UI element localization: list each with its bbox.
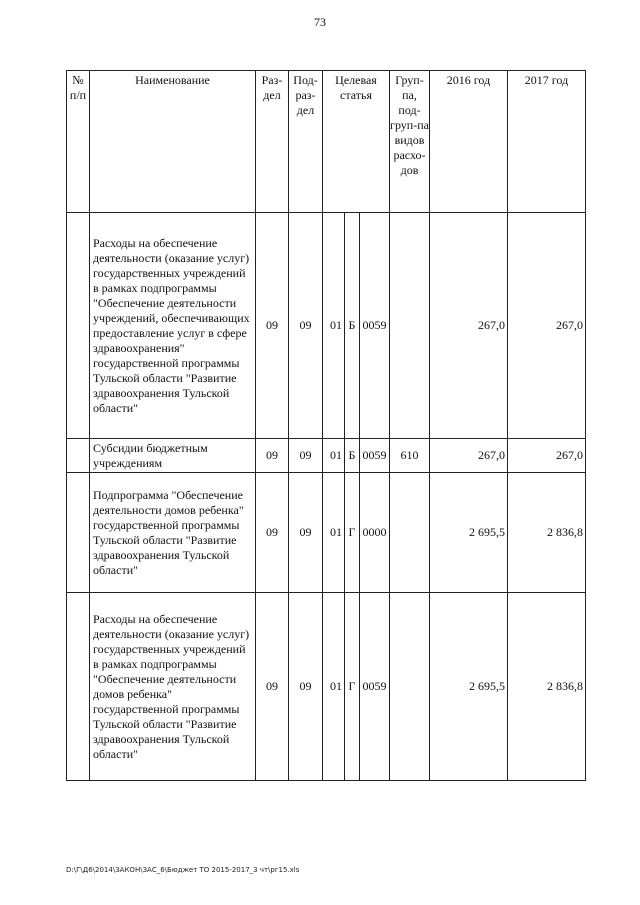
cell-2016: 2 695,5 (430, 473, 508, 593)
cell-target-subprogram: Г (345, 473, 360, 593)
cell-2017: 2 836,8 (508, 473, 586, 593)
cell-num (67, 593, 90, 781)
cell-2017: 267,0 (508, 439, 586, 473)
cell-2016: 2 695,5 (430, 593, 508, 781)
cell-num (67, 439, 90, 473)
cell-subsection: 09 (289, 473, 323, 593)
table-row (67, 213, 586, 439)
cell-target-direction: 0000 (360, 473, 390, 593)
cell-subsection: 09 (289, 213, 323, 439)
cell-name: Субсидии бюджетным учреждениям (90, 439, 256, 473)
cell-name: Расходы на обеспечение деятельности (оказание услуг) государственных учреждений в рамках подпрограммы "Обеспечение деятельности домов ребенка" государственной программы Тульской области "Развитие здравоохранения Тульской области" (90, 593, 256, 781)
cell-2017: 2 836,8 (508, 593, 586, 781)
header-row (67, 71, 586, 213)
header-num: № п/п (67, 71, 90, 213)
cell-2017: 267,0 (508, 213, 586, 439)
header-name: Наименование (90, 71, 256, 213)
cell-target-direction: 0059 (360, 439, 390, 473)
cell-target-program: 01 (323, 213, 345, 439)
table-row (67, 593, 586, 781)
cell-section: 09 (256, 593, 289, 781)
cell-target-subprogram: Б (345, 439, 360, 473)
cell-group (390, 593, 430, 781)
budget-table (66, 70, 586, 781)
cell-subsection: 09 (289, 439, 323, 473)
cell-target-program: 01 (323, 593, 345, 781)
cell-target-program: 01 (323, 473, 345, 593)
cell-group (390, 473, 430, 593)
header-target-article: Целевая статья (323, 71, 390, 213)
file-path-footer: D:\Г\Д6\2014\ЗАКОН\ЗАС_6\Бюджет ТО 2015-2017_3 чт\рг15.xls (66, 866, 300, 874)
header-2017: 2017 год (508, 71, 586, 213)
cell-num (67, 473, 90, 593)
cell-group (390, 213, 430, 439)
table-row (67, 439, 586, 473)
header-2016: 2016 год (430, 71, 508, 213)
cell-section: 09 (256, 213, 289, 439)
header-subsection: Под-раз-дел (289, 71, 323, 213)
cell-section: 09 (256, 439, 289, 473)
cell-target-direction: 0059 (360, 213, 390, 439)
cell-2016: 267,0 (430, 439, 508, 473)
page-number: 73 (314, 15, 326, 29)
cell-target-direction: 0059 (360, 593, 390, 781)
cell-2016: 267,0 (430, 213, 508, 439)
cell-subsection: 09 (289, 593, 323, 781)
cell-target-subprogram: Б (345, 213, 360, 439)
cell-target-program: 01 (323, 439, 345, 473)
cell-name: Расходы на обеспечение деятельности (оказание услуг) государственных учреждений в рамках подпрограммы "Обеспечение деятельности учреждений, обеспечивающих предоставление услуг в сфере здравоохранения" государственной программы Тульской области "Развитие здравоохранения Тульской области" (90, 213, 256, 439)
cell-section: 09 (256, 473, 289, 593)
cell-name: Подпрограмма "Обеспечение деятельности домов ребенка" государственной программы Тульской области "Развитие здравоохранения Тульской области" (90, 473, 256, 593)
header-section: Раз-дел (256, 71, 289, 213)
cell-num (67, 213, 90, 439)
table-row (67, 473, 586, 593)
header-expense-group: Груп-па, под-груп-па видов расхо-дов (390, 71, 430, 213)
cell-target-subprogram: Г (345, 593, 360, 781)
cell-group: 610 (390, 439, 430, 473)
